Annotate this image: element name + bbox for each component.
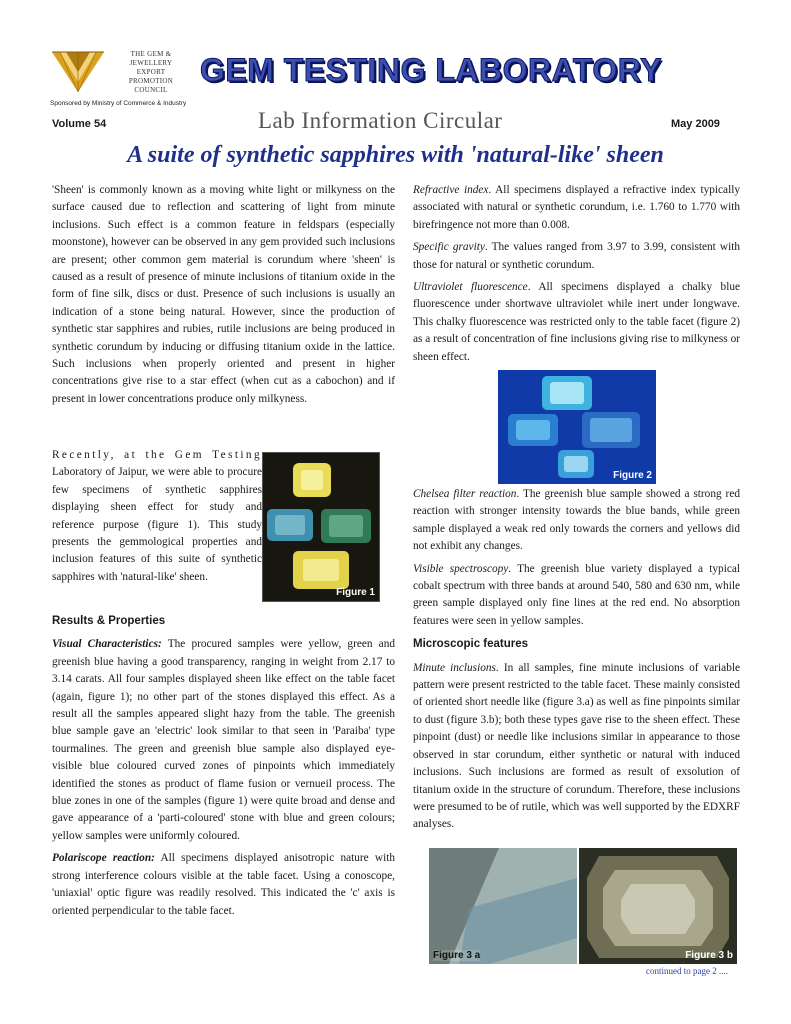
visual-heading: Visual Characteristics: [52, 638, 162, 651]
refractive-index-heading: Refractive index [413, 184, 489, 196]
microscopic-heading: Microscopic features [413, 638, 529, 651]
visible-spectroscopy-heading: Visible spectroscopy [413, 562, 509, 575]
figure-3a-image [429, 848, 577, 964]
uv-fluorescence-icon [498, 370, 656, 484]
right-column-features [413, 486, 740, 834]
figure-2-caption: Figure 2 [613, 470, 652, 481]
sponsor-line: Sponsored by Ministry of Commerce & Industry [50, 100, 187, 107]
chelsea-filter-heading: Chelsea filter reaction [413, 488, 517, 500]
paragraph-recently-lead: Recently, at the Gem Testing [52, 449, 262, 461]
paragraph-recently [52, 447, 262, 586]
needle-inclusions-icon [429, 848, 577, 964]
issue-date: May 2009 [671, 118, 720, 130]
specific-gravity-body: . The values ranged from 3.97 to 3.99, consistent with those for natural or synthetic corundum. [413, 241, 741, 271]
specific-gravity-heading: Specific gravity [413, 241, 485, 254]
paragraph-chelsea-filter [413, 486, 740, 556]
left-column-intro [52, 182, 395, 408]
paragraph-uv-fluorescence [413, 279, 740, 366]
visual-body: The procured samples were yellow, green and greenish blue having a good transparency, ranging in weight from 2.17 to 3.14 carats. All four samples displayed sheen like effect on the table facet (again, figure 1); no other part of the stones displayed this effect. As a result all the samples appeared slight hazy from the table. The greenish blue sample gave an 'electric' look similar to that seen in 'Paraiba' type tourmalines. The green and greenish blue sample also displayed eye- visible blue coloured curved zones of pinpoints which immediately identified the stones as product of flame fusion or vernueil process. The blue zones in one of the samples (figure 1) were quite broad and dense and gave appearance of a 'parti-coloured' stone with blue and green colours; yellow samples were uniformly coloured. [52, 638, 395, 842]
paragraph-minute-inclusions [413, 660, 740, 834]
circular-subtitle: Lab Information Circular [258, 108, 503, 133]
paragraph-polariscope [52, 850, 395, 920]
chelsea-filter-body: . The greenish blue sample showed a strong red reaction with stronger intensity towards the blue bands, while green sample displayed a weak red only towards the corners and yellows did not exhibit any changes. [413, 488, 740, 553]
paragraph-sheen-intro: 'Sheen' is commonly known as a moving white light or milkyness on the surface caused due to reflection and scattering of light from minute inclusions. Such effect is a common feature in feldspars (especially moonstone), however can be observed in any gem provided such inclusions are present; other common gem material is corundum where 'sheen' is caused as a result of presence of minute inclusions of titanium oxide in the form of fine silk, discs or dust. Presence of such inclusions is usually an indication of a stone being natural. However, since the production of synthetic star sapphires and rubies, rutile inclusions are being produced in synthetic corundum by inducing or diffusing titanium oxide in the lattice. Such inclusions when properly oriented and present in higher concentrations give rise to a star effect (when cut as a cabochon) and if present in lower concentrations produce only milkyness. [52, 184, 395, 405]
figure-1-caption: Figure 1 [336, 587, 375, 598]
paragraph-visual [52, 636, 395, 845]
figure-2-image [498, 370, 656, 484]
council-logo-icon [50, 48, 106, 94]
council-name: THE GEM & JEWELLERY EXPORT PROMOTION COUNCIL [128, 50, 174, 94]
volume-number: Volume 54 [52, 118, 107, 130]
sapphire-suite-icon [263, 453, 379, 601]
refractive-index-body: . All specimens displayed a refractive index typically associated with natural or synthetic corundum, i.e. 1.760 to 1.770 with birefringence not more than 0.008. [413, 184, 740, 231]
paragraph-specific-gravity [413, 239, 740, 274]
left-column-narrow [52, 447, 262, 586]
figure-3b-image [579, 848, 737, 964]
left-column-results [52, 607, 395, 920]
minute-inclusions-body: . In all samples, fine minute inclusions of variable pattern were present restricted to the table facet. These mainly consisted of oriented short needle like (figure 3.a) as well as fine pinpoints similar to dust (figure 3.b); both these types gave rise to the sheen effect. These pinpoint (dust) or needle like inclusions similar in appearance to those observed in star corundum, either synthetic or natural with induced inclusions. Such inclusions are formed as result of exsolution of titanium oxide in the structure of corundum. Therefore, these inclusions were presumed to be of rutile, which was well supported by the EDXRF analyses. [413, 661, 740, 831]
paragraph-recently-rest: Laboratory of Jaipur, we were able to procure few specimens of synthetic sapphires displaying sheen effect for study and reference purpose (figure 1). This study presents the gemmological properties and inclusion features of this suite of synthetic sapphires with 'natural-like' sheen. [52, 466, 262, 583]
paragraph-refractive-index [413, 182, 740, 234]
results-heading: Results & Properties [52, 615, 166, 627]
uv-fluorescence-heading: Ultraviolet fluorescence [413, 281, 528, 294]
paragraph-visible-spectroscopy [413, 561, 740, 631]
visible-spectroscopy-body: . The greenish blue variety displayed a typical cobalt spectrum with three bands at around 540, 580 and 630 nm, while green sample displayed only fine lines at the red end. No absorption features were seen in yellow samples. [413, 562, 740, 627]
figure-3a-caption: Figure 3 a [433, 950, 481, 961]
dust-inclusions-icon [579, 848, 737, 964]
polariscope-heading: Polariscope reaction: [52, 852, 155, 865]
uv-fluorescence-body: . All specimens displayed a chalky blue fluorescence under shortwave ultraviolet while inert under longwave. This chalky fluorescence was restricted only to the table facet (figure 2) as a result of concentration of fine inclusions giving rise to milkyness or sheen effect. [413, 281, 740, 363]
continued-note: continued to page 2 .... [646, 966, 728, 976]
article-title: A suite of synthetic sapphires with 'natural-like' sheen [127, 142, 664, 168]
figure-3b-caption: Figure 3 b [685, 950, 733, 961]
minute-inclusions-heading: Minute inclusions [413, 661, 496, 674]
right-column-properties [413, 182, 740, 366]
masthead-title: GEM TESTING LABORATORY [200, 52, 662, 88]
figure-1-image [262, 452, 380, 602]
polariscope-body: All specimens displayed anisotropic nature with strong interference colours visible at the table facet. Using a conoscope, 'uniaxial' optic figure was readily resolved. This indicated the 'c' axis is oriented perpendicular to the table facet. [52, 852, 395, 917]
